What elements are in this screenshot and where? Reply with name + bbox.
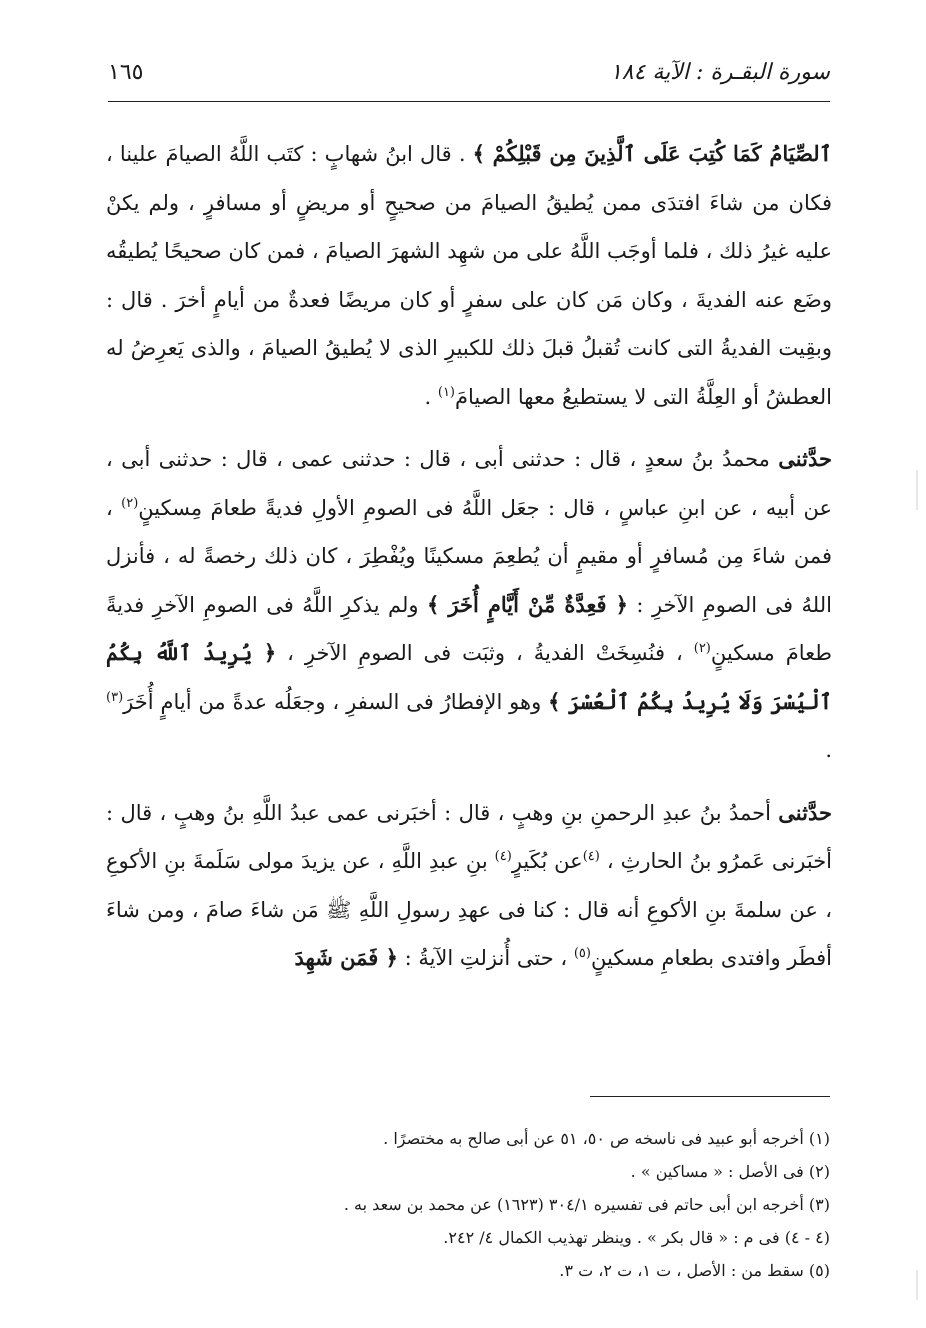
- scan-edge-mark: [916, 1270, 918, 1300]
- footnote: (٥) سقط من : الأصل ، ت ١، ت ٢، ت ٣.: [559, 1261, 830, 1280]
- footnote: (١) أخرجه أبو عبيد فى ناسخه ص ٥٠، ٥١ عن أبى صالح به مختصرًا .: [383, 1129, 830, 1148]
- text-run: ، حتى أُنزلتِ الآيةُ :: [397, 946, 574, 970]
- text-run: .: [424, 384, 438, 409]
- paragraph-lead-word: حدَّثنى: [778, 799, 832, 825]
- page-number: ١٦٥: [108, 60, 144, 85]
- quran-quote: ﴿ يُرِيدُ ٱللَّهُ بِكُمُ ٱلْيُسْرَ وَلَا يُرِيدُ بِكُمُ ٱلْعُسْرَ ﴾: [106, 640, 832, 714]
- quran-quote: ﴿ فَعِدَّةٌ مِّنْ أَيَّامٍ أُخَرَ ﴾: [426, 591, 628, 617]
- text-run: ، فنُسِخَتْ الفديةُ ، وثبَت فى الصومِ الآخرِ ،: [276, 641, 694, 665]
- text-run: محمدُ بنُ سعدٍ ، قال : حدثنى أبى ، قال : حدثنى عمى ، قال : حدثنى أبى ، عن أبيه ، عن ابنِ عباسٍ ، قال : جعَل اللَّهُ فى الصومِ الأولِ فديةً طعامَ مِسكينٍ: [106, 447, 832, 520]
- footnote: (٣) أخرجه ابن أبى حاتم فى تفسيره ٣٠٤/١ (١٦٢٣) عن محمد بن سعد به .: [343, 1195, 830, 1214]
- text-run: وهو الإفطارُ فى السفرِ ، وجعَلُه عدةً من أيامٍ أُخَرَ: [123, 689, 549, 714]
- text-run: بنِ عبدِ اللَّهِ ، عن يزيدَ مولى سَلَمةَ بنِ الأكوعِ ، عن سلمةَ بنِ الأكوعِ أنه قال : كنا فى عهدِ رسولِ اللَّهِ ﷺ مَن شاءَ صامَ ، ومن شاءَ أفطَر وافتدى بطعامِ مسكينٍ: [106, 849, 832, 970]
- main-text: [106, 130, 832, 983]
- footnote-marker: (٤): [494, 849, 512, 864]
- text-run: أحمدُ بنُ عبدِ الرحمنِ بنِ وهبٍ ، قال : أخبَرنى عمى عبدُ اللَّهِ بنُ وهبٍ ، قال : أخبَرنى عَمرُو بنُ الحارثِ ،: [106, 800, 833, 873]
- footnotes: [290, 1122, 830, 1287]
- text-run: ، فمن شاءَ مِن مُسافرٍ أو مقيمٍ أن يُطعِمَ مسكينًا ويُفْطِرَ ، كان ذلك رخصةً له ، فأنزل اللهُ فى الصومِ الآخرِ :: [106, 495, 832, 617]
- text-run: ولم يذكرِ اللَّهُ فى الصومِ الآخرِ فديةً طعامَ مسكينٍ: [106, 592, 832, 665]
- footnote-marker: (٢): [693, 641, 711, 656]
- text-run: .: [825, 738, 832, 762]
- text-run: عن بُكَيرٍ: [511, 849, 583, 873]
- paragraph: [106, 130, 832, 421]
- footnote: (٤ - ٤) فى م : « قال بكر » . وينظر تهذيب الكمال ٤/ ٢٤٢.: [443, 1228, 830, 1247]
- quran-quote: ﴿ فَمَن شَهِدَ: [294, 945, 398, 970]
- quran-quote: ٱلصِّيَامُ كَمَا كُتِبَ عَلَى ٱلَّذِينَ مِن قَبْلِكُمْ ﴾: [472, 141, 832, 166]
- text-run: . قال ابنُ شهابٍ : كتَب اللَّهُ الصيامَ علينا ، فكان من شاءَ افتدَى ممن يُطيقُ الصيامَ من صحيحٍ أو مريضٍ أو مسافرٍ ، ولم يكنْ عليه غيرُ ذلك ، فلما أوجَب اللَّهُ على من شهِد الشهرَ الصيامَ ، فمن كان صحيحًا يُطيقُه وضَع عنه الفديةَ ، وكان مَن كان على سفرٍ أو كان مريضًا فعدةٌ من أيامٍ أخرَ . قال : وبقِيت الفديةُ التى كانت تُقبلُ قبلَ ذلك للكبيرِ الذى لا يُطيقُ الصيامَ ، والذى يَعرِضُ له العطشُ أو العِلَّةُ التى لا يستطيعُ معها الصيامَ: [106, 142, 833, 409]
- footnote-separator: [590, 1096, 830, 1097]
- page-header: [108, 56, 830, 100]
- running-title: سورة البقـرة : الآية ١٨٤: [609, 60, 830, 85]
- paragraph: [106, 435, 832, 775]
- footnote-marker: (١): [437, 384, 455, 400]
- paragraph-lead-word: حدَّثنى: [778, 446, 832, 471]
- footnote-marker: (٢): [121, 495, 139, 511]
- scan-edge-mark: [916, 470, 918, 510]
- footnote-marker: (٤): [582, 849, 600, 864]
- footnote-marker: (٣): [106, 689, 124, 705]
- footnote-marker: (٥): [573, 946, 591, 961]
- header-rule: [108, 101, 830, 102]
- footnote: (٢) فى الأصل : « مساكين » .: [630, 1162, 830, 1181]
- paragraph: [106, 789, 832, 983]
